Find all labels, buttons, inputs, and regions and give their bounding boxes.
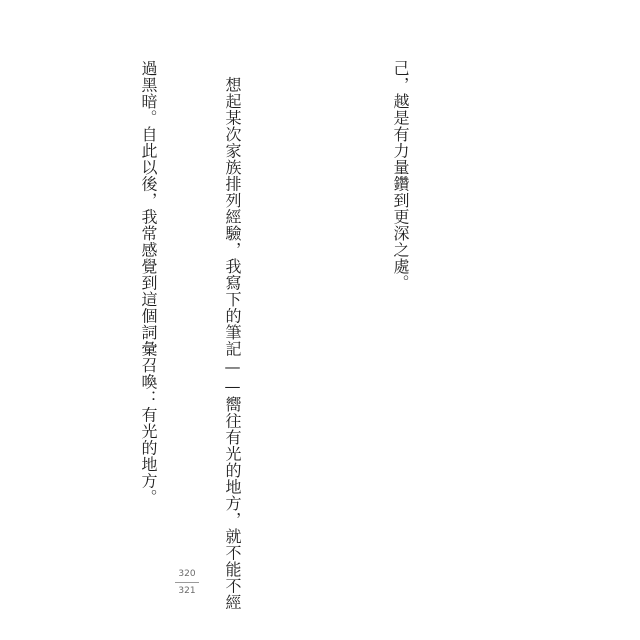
paragraph-3	[0, 60, 50, 540]
page-number-right: 321	[178, 586, 196, 596]
text-line: 過黑暗。自此以後，我常感覺到這個詞彙召喚：有光的地方。	[139, 60, 158, 506]
page-number-block	[174, 568, 200, 597]
text-line: 己，越是有力量鑽到更深之處。	[391, 60, 410, 291]
page-number-left: 320	[178, 569, 196, 579]
text-line: 想起某次家族排列經驗，我寫下的筆記——嚮往有光的地方，就不能不經	[223, 60, 242, 611]
page-number-divider	[175, 582, 199, 583]
paragraph-1	[330, 60, 470, 540]
